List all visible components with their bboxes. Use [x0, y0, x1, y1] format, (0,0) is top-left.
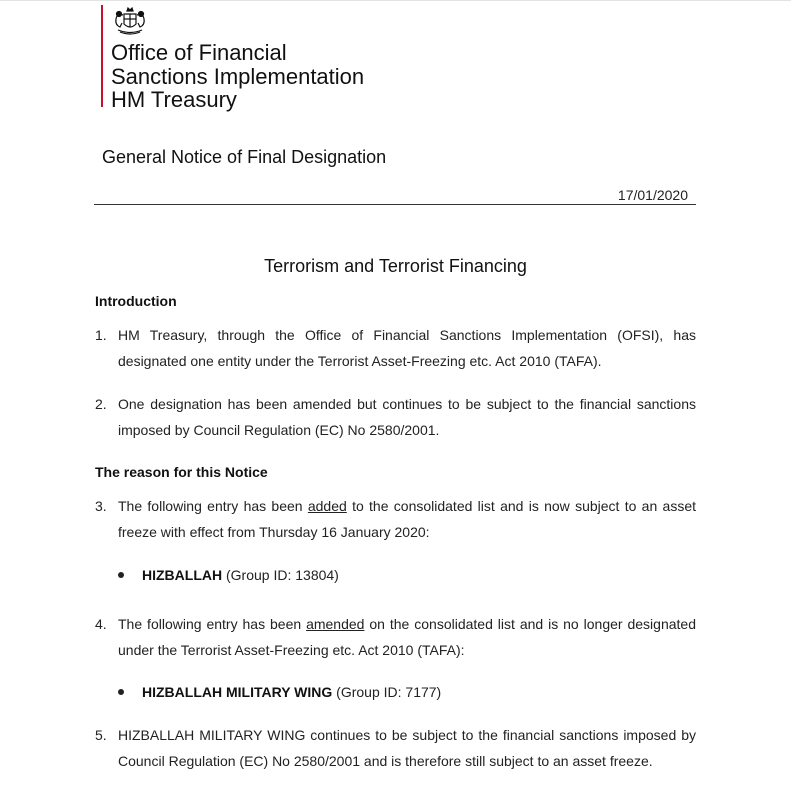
- org-line-1: Office of Financial: [111, 40, 287, 65]
- notice-title: General Notice of Final Designation: [102, 147, 387, 167]
- paragraph-2: [95, 391, 696, 443]
- section-heading-introduction: Introduction: [95, 293, 177, 309]
- top-border: [0, 0, 791, 1]
- bullet-icon: [118, 572, 124, 578]
- paragraph-text: HM Treasury, through the Office of Financial Sanctions Implementation (OFSI), has designated one entity under the Terrorist Asset-Freezing etc. Act 2010 (TAFA).: [118, 327, 696, 369]
- paragraph-number: 2.: [95, 396, 107, 412]
- entity-name: HIZBALLAH MILITARY WING: [142, 684, 333, 700]
- entity-name: HIZBALLAH: [142, 567, 223, 583]
- notice-date: 17/01/2020: [617, 187, 688, 203]
- paragraph-5: [95, 722, 696, 774]
- paragraph-4: [95, 611, 696, 663]
- underlined-term: amended: [306, 616, 365, 632]
- paragraph-3: [95, 493, 696, 545]
- bullet-icon: [118, 689, 124, 695]
- paragraph-text: HIZBALLAH MILITARY WING continues to be subject to the financial sanctions imposed by Council Regulation (EC) No 2580/2001 and is therefore still subject to an asset freeze.: [118, 727, 696, 769]
- paragraph-text: One designation has been amended but continues to be subject to the financial sanctions imposed by Council Regulation (EC) No 2580/2001.: [118, 396, 696, 438]
- organisation-name: [111, 41, 364, 112]
- paragraph-1: [95, 322, 696, 374]
- list-item: [118, 684, 441, 700]
- section-heading-reason: The reason for this Notice: [95, 464, 268, 480]
- paragraph-text: [118, 493, 696, 545]
- list-item: [118, 567, 339, 583]
- text-segment: on the consolidated list and is no longer designated under the Terrorist Asset-Freezing etc. Act 2010 (TAFA):: [118, 616, 696, 658]
- paragraph-number: 4.: [95, 616, 107, 632]
- brand-bar: [101, 5, 103, 107]
- entity-detail: (Group ID: 7177): [332, 684, 442, 700]
- paragraph-text: [118, 611, 696, 663]
- paragraph-number: 1.: [95, 327, 107, 343]
- org-line-3: HM Treasury: [111, 87, 237, 112]
- org-line-2: Sanctions Implementation: [111, 63, 365, 89]
- text-segment: to the consolidated list and is now subject to an asset freeze with effect from Thursday 16 January 2020:: [118, 498, 696, 540]
- header-divider: [94, 204, 696, 205]
- text-segment: The following entry has been: [118, 498, 308, 514]
- underlined-term: added: [307, 498, 347, 514]
- text-segment: The following entry has been: [118, 616, 307, 632]
- document-heading: Terrorism and Terrorist Financing: [264, 256, 527, 276]
- paragraph-number: 3.: [95, 498, 107, 514]
- paragraph-number: 5.: [95, 727, 107, 743]
- entity-detail: (Group ID: 13804): [222, 567, 339, 583]
- royal-coat-of-arms-icon: [110, 5, 150, 37]
